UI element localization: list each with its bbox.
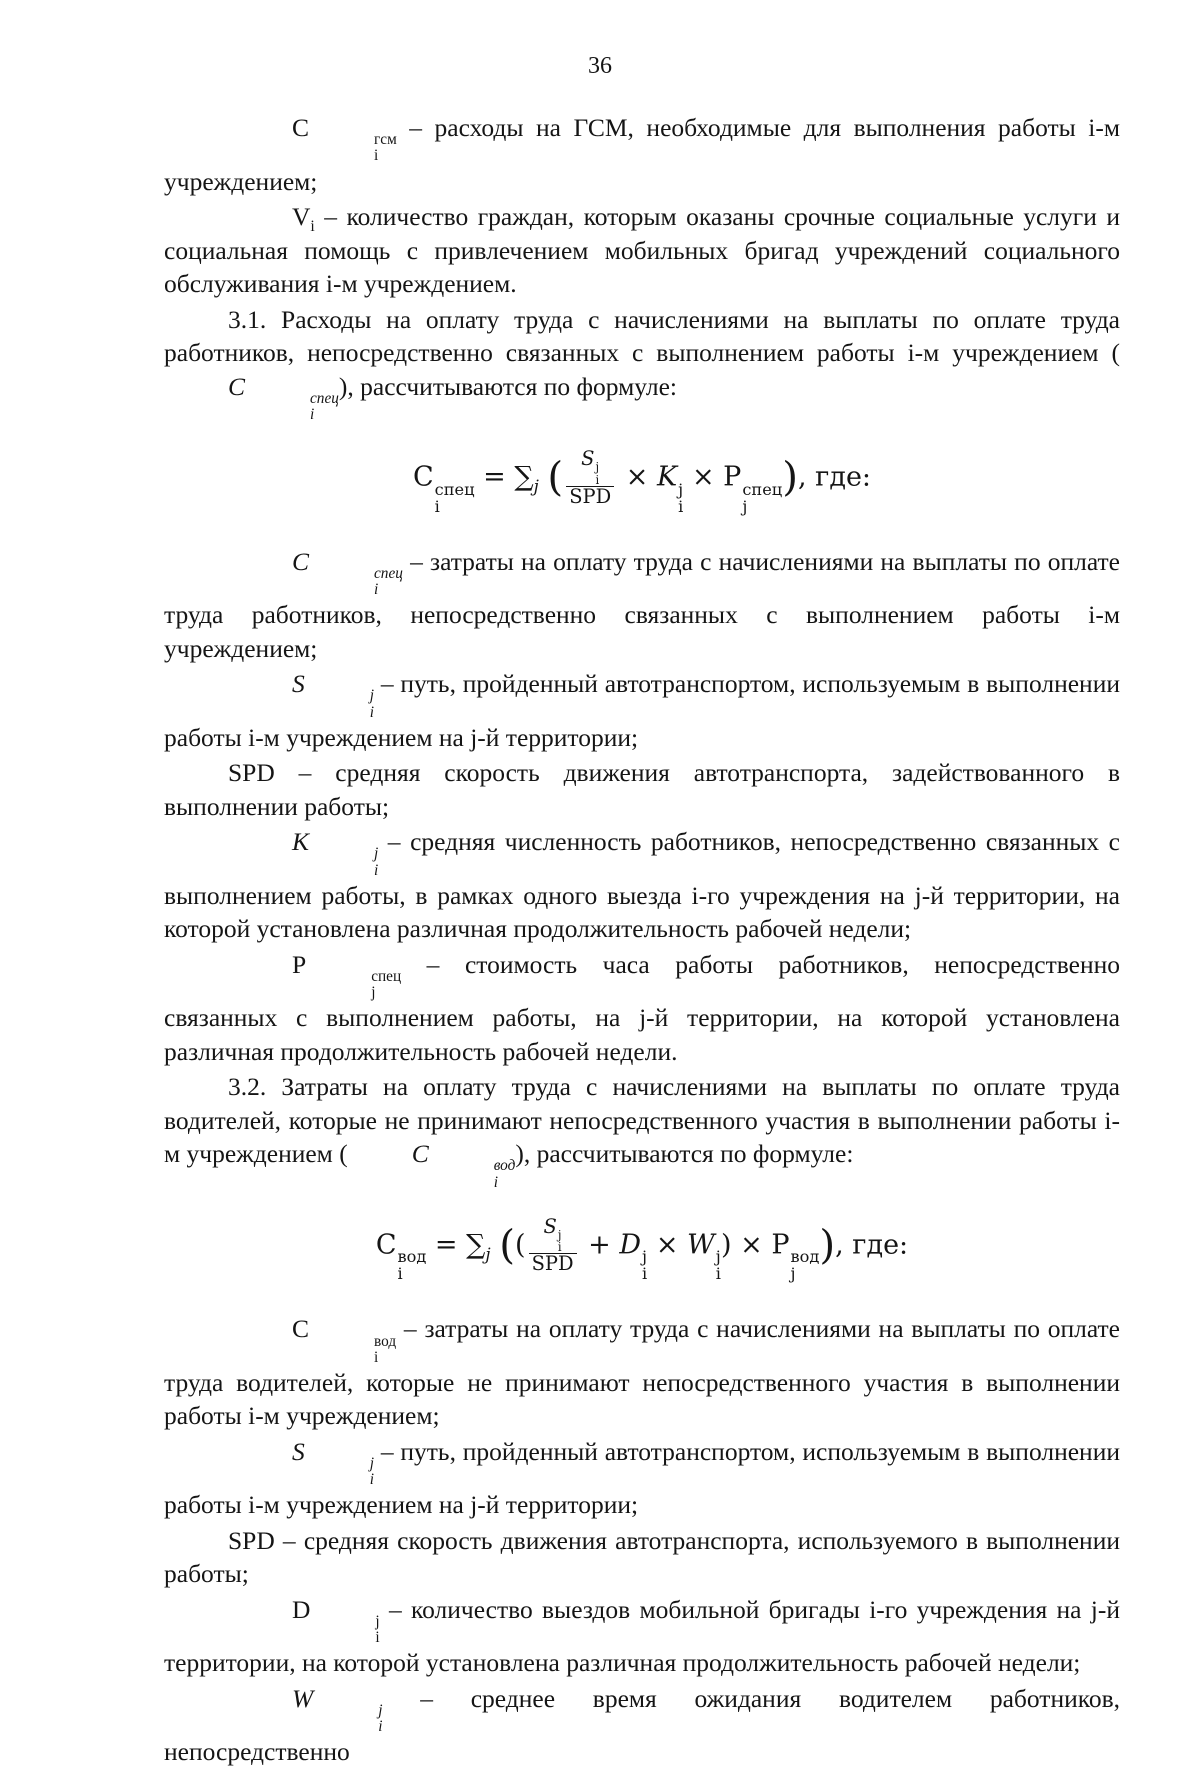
symbol-c-spec-inline: C спец i bbox=[228, 371, 339, 423]
section-3-1: 3.1. Расходы на оплату труда с начислениями на выплаты по оплате труда работников, непосредственно связанных с выполнением работы i-м учреждением (C спец i ), рассчитываются по формуле: bbox=[164, 304, 1120, 423]
definition-spd: SPD – средняя скорость движения автотранспорта, задействованного в выполнении работы; bbox=[164, 758, 1120, 821]
symbol-c-spec: C спец i bbox=[292, 546, 403, 598]
page-number: 36 bbox=[588, 53, 612, 79]
document-body bbox=[164, 111, 1120, 1769]
section-3-2: 3.2. Затраты на оплату труда с начислениями на выплаты по оплате труда водителей, которые не принимают непосредственного участия в выполнении работы i-м учреждением ( C вод i ), рассчитываются по формуле: bbox=[164, 1072, 1120, 1191]
definition-w: W j i – среднее время ожидания водителем работников, непосредственно bbox=[164, 1683, 1120, 1767]
definition-k: K j i – средняя численность работников, непосредственно связанных с выполнением работы, в рамках одного выезда i-го учреждения на j-й территории, на которой установлена различная продолжительность рабочей недели; bbox=[164, 827, 1120, 944]
definition-c-gsm: C гсм i – расходы на ГСМ, необходимые для выполнения работы i-м учреждением; bbox=[164, 113, 1120, 196]
symbol-s: S j i bbox=[292, 669, 374, 721]
definition-c-vod: C вод i – затраты на оплату труда с начислениями на выплаты по оплате труда водителей, которые не принимают непосредственного участия в выполнении работы i-м учреждением; bbox=[164, 1314, 1120, 1431]
definition-spd-2: SPD – средняя скорость движения автотранспорта, используемого в выполнении работы; bbox=[164, 1525, 1120, 1589]
definition-s: S j i – путь, пройденный автотранспортом, используемым в выполнении работы i-м учреждением на j-й территории; bbox=[164, 669, 1120, 752]
symbol-d: D j i bbox=[292, 1594, 380, 1647]
formula-c-vod: C вод i = $\sum_j$ (( S j i SPD + D j i × W j i ) × P вод j ), где: bbox=[375, 1214, 909, 1284]
definition-p-spec: P спец j – стоимость часа работы работников, непосредственно связанных с выполнением работы, на j-й территории, на которой установлена различная продолжительность рабочей недели. bbox=[164, 949, 1120, 1066]
symbol-c-vod: C вод i bbox=[292, 1314, 397, 1366]
symbol-c-vod-inline: C вод i bbox=[411, 1139, 516, 1191]
symbol-k: K j i bbox=[292, 827, 379, 879]
symbol-c-gsm: C гсм i bbox=[292, 113, 397, 165]
definition-d: D j i – количество выездов мобильной бригады i-го учреждения на j-й территории, на которой установлена различная продолжительность рабочей недели; bbox=[164, 1594, 1120, 1678]
symbol-v: $V_i$ bbox=[292, 202, 315, 236]
definition-c-spec: C спец i – затраты на оплату труда с начислениями на выплаты по оплате труда работников, непосредственно связанных с выполнением работы i-м учреждением; bbox=[164, 546, 1120, 663]
definition-s-2: S j i – путь, пройденный автотранспортом, используемым в выполнении работы i-м учреждением на j-й территории; bbox=[164, 1436, 1120, 1520]
formula-c-spec: C спец i = $\sum_j$ ( S j i SPD × K j i × P спец j ), где: bbox=[412, 447, 872, 516]
symbol-s-2: S j i bbox=[292, 1436, 374, 1489]
symbol-w: W j i bbox=[292, 1683, 383, 1736]
definition-v: $V_i$ – количество граждан, которым оказаны срочные социальные услуги и социальная помощь с привлечением мобильных бригад учреждений социального обслуживания i-м учреждением. bbox=[164, 202, 1120, 298]
symbol-p-spec: P спец j bbox=[292, 949, 402, 1001]
